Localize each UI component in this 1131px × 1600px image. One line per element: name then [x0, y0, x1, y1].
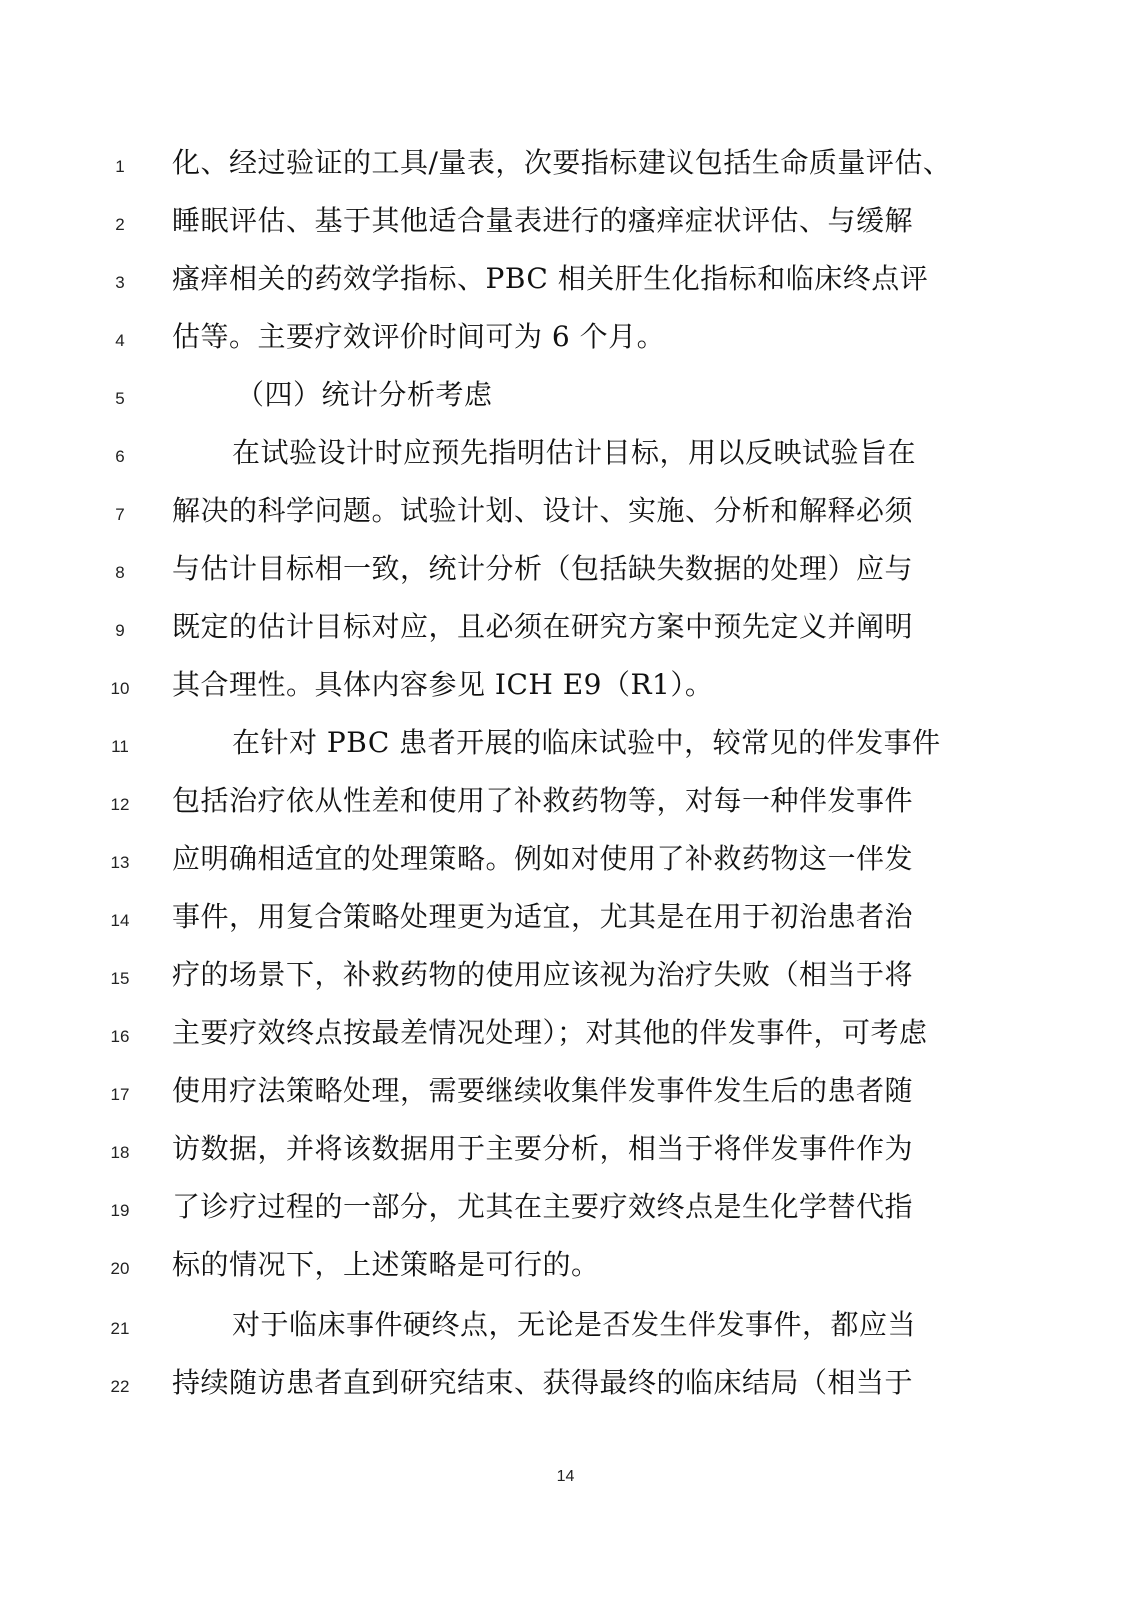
- text-line: [0, 309, 1131, 369]
- line-text: 标的情况下，上述策略是可行的。: [172, 1248, 600, 1281]
- line-number: 1: [115, 157, 125, 176]
- line-number: 17: [110, 1085, 130, 1104]
- line-number: 18: [110, 1143, 130, 1162]
- line-number: 8: [115, 563, 125, 582]
- section-heading-line: [0, 367, 1131, 427]
- text-line: [0, 947, 1131, 1007]
- line-text: 了诊疗过程的一部分，尤其在主要疗效终点是生化学替代指: [172, 1190, 914, 1223]
- line-text: 与估计目标相一致，统计分析（包括缺失数据的处理）应与: [172, 552, 914, 585]
- line-text: 访数据，并将该数据用于主要分析，相当于将伴发事件作为: [172, 1132, 914, 1165]
- line-text: 瘙痒相关的药效学指标、PBC 相关肝生化指标和临床终点评: [172, 262, 929, 295]
- text-line: [0, 773, 1131, 833]
- line-text: 睡眠评估、基于其他适合量表进行的瘙痒症状评估、与缓解: [172, 204, 914, 237]
- line-text: 对于临床事件硬终点，无论是否发生伴发事件，都应当: [232, 1308, 917, 1341]
- text-line: [0, 889, 1131, 949]
- page-number: 14: [556, 1468, 575, 1485]
- line-text: 在试验设计时应预先指明估计目标，用以反映试验旨在: [232, 436, 917, 469]
- line-number: 10: [110, 679, 130, 698]
- section-heading: （四）统计分析考虑: [236, 378, 493, 411]
- text-line: [0, 1063, 1131, 1123]
- line-number: 6: [115, 447, 125, 466]
- line-number: 15: [110, 969, 130, 988]
- text-line: [0, 657, 1131, 717]
- line-number: 9: [115, 621, 125, 640]
- text-line: [0, 1121, 1131, 1181]
- text-line: [0, 483, 1131, 543]
- line-text: 化、经过验证的工具/量表，次要指标建议包括生命质量评估、: [172, 146, 952, 179]
- text-line: [0, 135, 1131, 195]
- text-line: [0, 1297, 1131, 1357]
- line-number: 21: [110, 1319, 130, 1338]
- text-line: [0, 1005, 1131, 1065]
- text-line: [0, 1179, 1131, 1239]
- text-line: [0, 599, 1131, 659]
- line-number: 20: [110, 1259, 130, 1278]
- line-number: 14: [110, 911, 130, 930]
- line-text: 解决的科学问题。试验计划、设计、实施、分析和解释必须: [172, 494, 914, 527]
- line-number: 19: [110, 1201, 130, 1220]
- line-number: 16: [110, 1027, 130, 1046]
- text-line: [0, 251, 1131, 311]
- line-text: 事件，用复合策略处理更为适宜，尤其是在用于初治患者治: [172, 900, 914, 933]
- text-line: [0, 831, 1131, 891]
- text-line: [0, 1237, 1131, 1297]
- line-number: 12: [110, 795, 130, 814]
- line-number: 2: [115, 215, 125, 234]
- line-text: 在针对 PBC 患者开展的临床试验中，较常见的伴发事件: [232, 726, 941, 759]
- text-line: [0, 715, 1131, 775]
- line-number: 5: [115, 389, 125, 408]
- line-text: 持续随访患者直到研究结束、获得最终的临床结局（相当于: [172, 1366, 914, 1399]
- line-number: 7: [115, 505, 125, 524]
- text-line: [0, 1355, 1131, 1415]
- line-text: 应明确相适宜的处理策略。例如对使用了补救药物这一伴发: [172, 842, 914, 875]
- line-text: 估等。主要疗效评价时间可为 6 个月。: [172, 320, 666, 353]
- line-text: 包括治疗依从性差和使用了补救药物等，对每一种伴发事件: [172, 784, 914, 817]
- line-text: 使用疗法策略处理，需要继续收集伴发事件发生后的患者随: [172, 1074, 914, 1107]
- text-line: [0, 541, 1131, 601]
- line-text: 其合理性。具体内容参见 ICH E9（R1）。: [172, 668, 714, 701]
- line-text: 既定的估计目标对应，且必须在研究方案中预先定义并阐明: [172, 610, 914, 643]
- line-number: 22: [110, 1377, 130, 1396]
- line-number: 3: [115, 273, 125, 292]
- text-line: [0, 193, 1131, 253]
- line-number: 4: [115, 331, 125, 350]
- line-text: 主要疗效终点按最差情况处理）；对其他的伴发事件，可考虑: [172, 1016, 928, 1049]
- line-number: 11: [111, 737, 129, 756]
- line-number: 13: [110, 853, 130, 872]
- line-text: 疗的场景下，补救药物的使用应该视为治疗失败（相当于将: [172, 958, 914, 991]
- text-line: [0, 425, 1131, 485]
